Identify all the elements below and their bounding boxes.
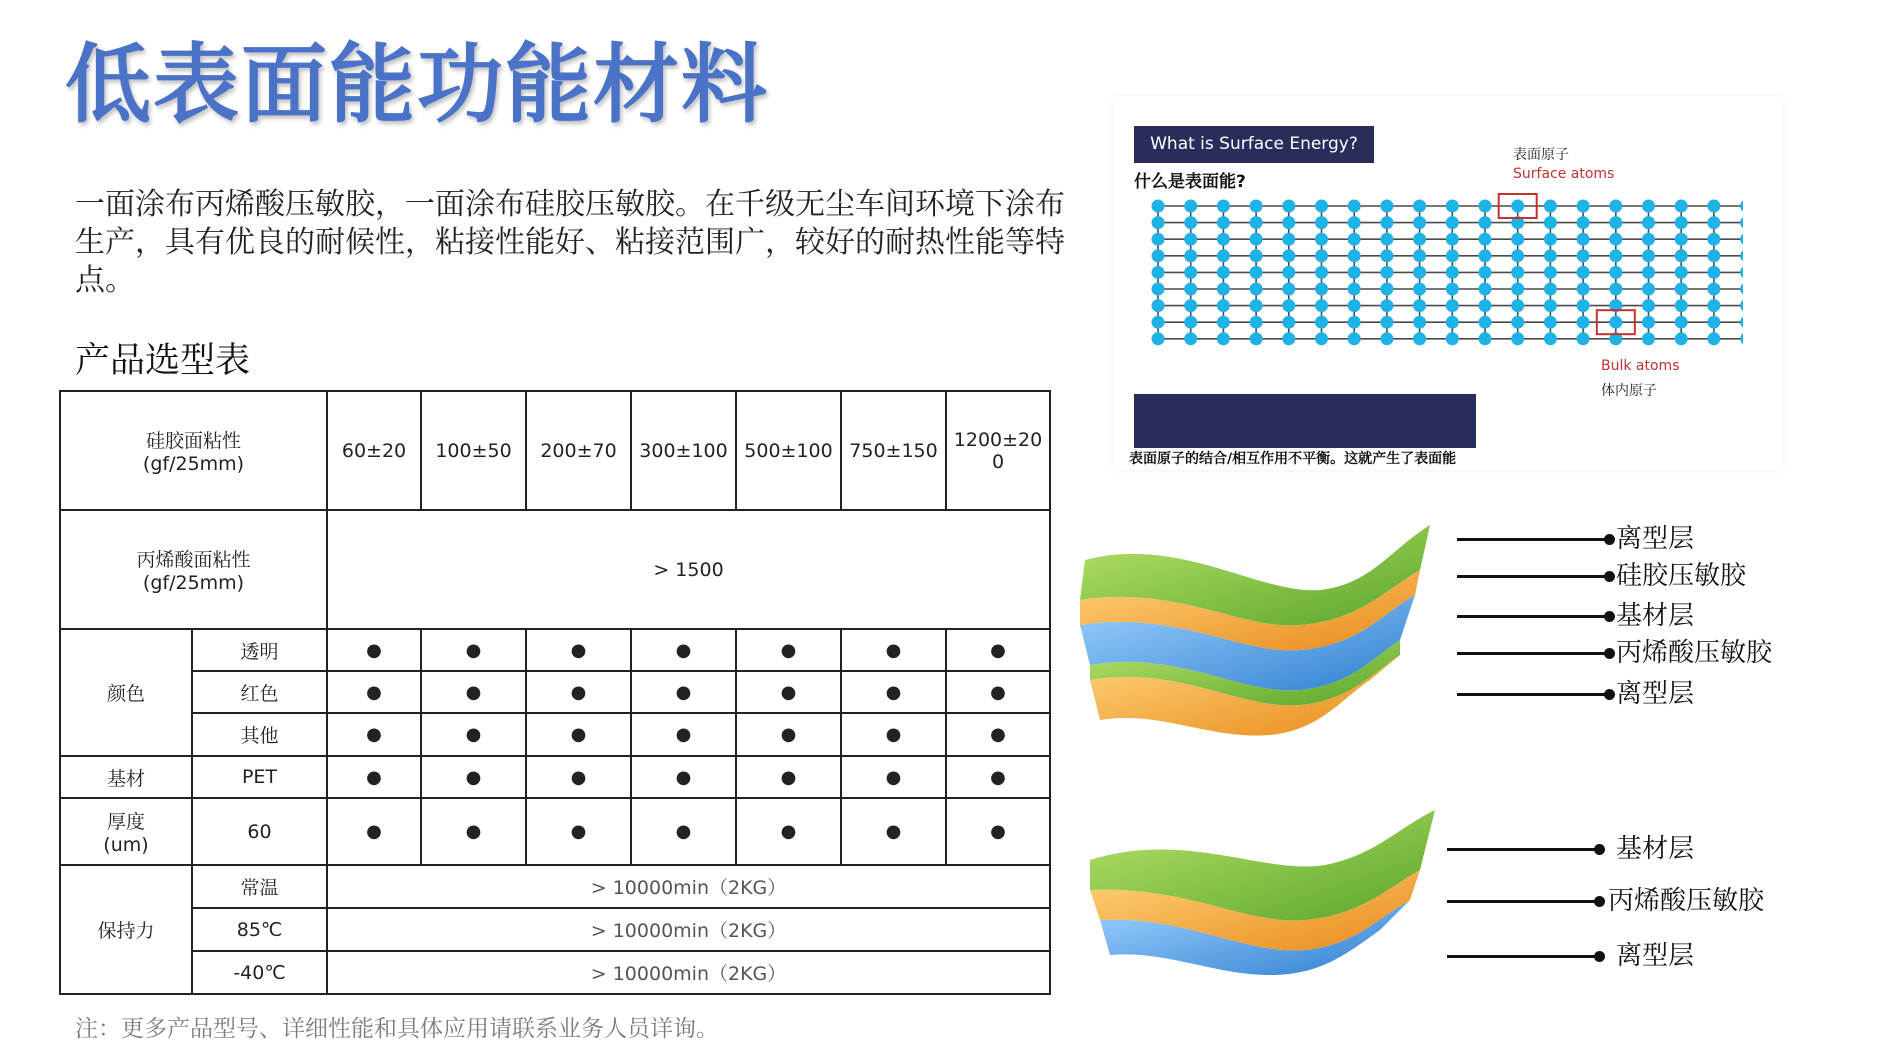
atom xyxy=(1577,233,1590,246)
atom xyxy=(1740,332,1743,345)
atom xyxy=(1315,200,1328,213)
holding-condition: 85℃ xyxy=(192,908,327,951)
atom xyxy=(1446,266,1459,279)
atom xyxy=(1707,283,1720,296)
atom xyxy=(1446,283,1459,296)
silicone-adhesion-value: 60±20 xyxy=(327,391,421,510)
atom xyxy=(1282,266,1295,279)
atom xyxy=(1544,316,1557,329)
atom xyxy=(1152,233,1165,246)
availability-dot: ● xyxy=(327,629,421,671)
atom xyxy=(1511,249,1524,262)
atom xyxy=(1250,299,1263,312)
leader-line xyxy=(1457,693,1609,696)
atom xyxy=(1577,316,1590,329)
product-spec-table xyxy=(59,390,1051,995)
atom xyxy=(1675,332,1688,345)
footnote: 注：更多产品型号、详细性能和具体应用请联系业务人员详询。 xyxy=(75,1016,719,1042)
holding-value: > 10000min（2KG） xyxy=(327,951,1050,994)
row-substrate xyxy=(60,756,1050,798)
availability-dot: ● xyxy=(526,629,631,671)
leader-line xyxy=(1447,848,1599,851)
atom xyxy=(1675,266,1688,279)
availability-dot: ● xyxy=(736,798,841,865)
atom xyxy=(1348,332,1361,345)
leader-line xyxy=(1457,538,1609,541)
layer-label: 丙烯酸压敏胶 xyxy=(1608,886,1765,916)
availability-dot: ● xyxy=(946,629,1050,671)
atom xyxy=(1544,233,1557,246)
atom xyxy=(1511,266,1524,279)
layer-label: 硅胶压敏胶 xyxy=(1616,561,1747,591)
availability-dot: ● xyxy=(946,671,1050,713)
atom xyxy=(1315,316,1328,329)
atom xyxy=(1446,233,1459,246)
atom xyxy=(1511,299,1524,312)
atom xyxy=(1152,249,1165,262)
layer-label: 丙烯酸压敏胶 xyxy=(1616,638,1773,668)
atom xyxy=(1380,283,1393,296)
atom xyxy=(1184,233,1197,246)
acrylic-adhesion-label: 丙烯酸面粘性 (gf/25mm) xyxy=(60,510,327,629)
atom xyxy=(1184,332,1197,345)
atom xyxy=(1511,233,1524,246)
availability-dot: ● xyxy=(631,671,736,713)
atom xyxy=(1740,299,1743,312)
atom xyxy=(1544,216,1557,229)
atom xyxy=(1577,332,1590,345)
availability-dot: ● xyxy=(631,756,736,798)
silicone-adhesion-value: 750±150 xyxy=(841,391,946,510)
atom xyxy=(1740,266,1743,279)
atom xyxy=(1282,200,1295,213)
holding-value: > 10000min（2KG） xyxy=(327,908,1050,951)
availability-dot: ● xyxy=(736,713,841,756)
atom xyxy=(1740,316,1743,329)
silicone-adhesion-value: 300±100 xyxy=(631,391,736,510)
surface-atoms-label-en: Surface atoms xyxy=(1513,166,1615,182)
atom xyxy=(1348,266,1361,279)
atom xyxy=(1577,299,1590,312)
atom xyxy=(1380,299,1393,312)
substrate-label: 基材 xyxy=(60,756,192,798)
surface-energy-question: 什么是表面能? xyxy=(1134,172,1246,192)
atom xyxy=(1642,299,1655,312)
availability-dot: ● xyxy=(841,756,946,798)
atom xyxy=(1479,316,1492,329)
silicone-adhesion-value: 1200±20 0 xyxy=(946,391,1050,510)
atom xyxy=(1152,299,1165,312)
atom xyxy=(1217,249,1230,262)
holding-value: > 10000min（2KG） xyxy=(327,865,1050,908)
atom xyxy=(1707,299,1720,312)
three-layer-diagram xyxy=(1075,805,1455,985)
atom xyxy=(1675,316,1688,329)
layer-label: 基材层 xyxy=(1616,601,1695,631)
availability-dot: ● xyxy=(946,798,1050,865)
atom xyxy=(1479,233,1492,246)
atom xyxy=(1380,233,1393,246)
atom xyxy=(1446,216,1459,229)
atom xyxy=(1544,266,1557,279)
atom xyxy=(1544,200,1557,213)
silicone-adhesion-value: 100±50 xyxy=(421,391,526,510)
atom xyxy=(1707,233,1720,246)
availability-dot: ● xyxy=(421,713,526,756)
atom xyxy=(1315,283,1328,296)
intro-paragraph: 一面涂布丙烯酸压敏胶，一面涂布硅胶压敏胶。在千级无尘车间环境下涂布生产，具有优良的耐候性，粘接性能好、粘接范围广，较好的耐热性能等特点。 xyxy=(75,187,1065,298)
availability-dot: ● xyxy=(736,756,841,798)
availability-dot: ● xyxy=(526,671,631,713)
atom xyxy=(1740,233,1743,246)
leader-dot xyxy=(1604,611,1615,622)
substrate-value: PET xyxy=(192,756,327,798)
atom xyxy=(1413,283,1426,296)
atom xyxy=(1217,316,1230,329)
holding-label: 保持力 xyxy=(60,865,192,994)
atom xyxy=(1413,249,1426,262)
atom xyxy=(1609,283,1622,296)
atom xyxy=(1642,200,1655,213)
five-layer-diagram xyxy=(1070,505,1450,745)
atom xyxy=(1282,249,1295,262)
surface-atoms-label-cn: 表面原子 xyxy=(1513,147,1569,163)
acrylic-adhesion-value: > 1500 xyxy=(327,510,1050,629)
row-silicone-adhesion xyxy=(60,391,1050,510)
availability-dot: ● xyxy=(526,713,631,756)
holding-condition: 常温 xyxy=(192,865,327,908)
atom xyxy=(1217,233,1230,246)
layer-label: 基材层 xyxy=(1616,834,1695,864)
atom-lattice-diagram xyxy=(1143,188,1743,358)
atom xyxy=(1446,249,1459,262)
atom xyxy=(1675,200,1688,213)
atom xyxy=(1577,283,1590,296)
atom xyxy=(1740,200,1743,213)
atom xyxy=(1152,216,1165,229)
availability-dot: ● xyxy=(841,671,946,713)
atom xyxy=(1380,200,1393,213)
thickness-label: 厚度 (um) xyxy=(60,798,192,865)
atom xyxy=(1315,216,1328,229)
atom xyxy=(1217,299,1230,312)
atom xyxy=(1152,200,1165,213)
availability-dot: ● xyxy=(526,798,631,865)
atom xyxy=(1315,332,1328,345)
atom xyxy=(1250,283,1263,296)
section-title: 产品选型表 xyxy=(75,341,251,381)
surface-energy-badge: What is Surface Energy? xyxy=(1134,126,1374,163)
atom xyxy=(1511,332,1524,345)
availability-dot: ● xyxy=(946,756,1050,798)
atom xyxy=(1348,283,1361,296)
atom xyxy=(1675,283,1688,296)
availability-dot: ● xyxy=(841,713,946,756)
atom xyxy=(1577,200,1590,213)
availability-dot: ● xyxy=(736,671,841,713)
atom xyxy=(1675,249,1688,262)
atom xyxy=(1348,299,1361,312)
atom xyxy=(1217,200,1230,213)
atom xyxy=(1315,249,1328,262)
leader-dot xyxy=(1604,648,1615,659)
atom xyxy=(1707,200,1720,213)
atom xyxy=(1609,200,1622,213)
availability-dot: ● xyxy=(631,798,736,865)
atom xyxy=(1282,283,1295,296)
atom xyxy=(1217,266,1230,279)
atom xyxy=(1577,266,1590,279)
availability-dot: ● xyxy=(526,756,631,798)
leader-line xyxy=(1457,652,1609,655)
atom xyxy=(1184,200,1197,213)
silicone-adhesion-label: 硅胶面粘性 (gf/25mm) xyxy=(60,391,327,510)
atom xyxy=(1642,249,1655,262)
availability-dot: ● xyxy=(327,713,421,756)
silicone-adhesion-value: 500±100 xyxy=(736,391,841,510)
atom xyxy=(1609,249,1622,262)
availability-dot: ● xyxy=(736,629,841,671)
row-color-red xyxy=(60,671,1050,713)
atom xyxy=(1479,283,1492,296)
atom xyxy=(1642,316,1655,329)
atom xyxy=(1577,216,1590,229)
leader-line xyxy=(1457,615,1609,618)
atom xyxy=(1577,249,1590,262)
atom xyxy=(1184,316,1197,329)
atom xyxy=(1446,200,1459,213)
leader-dot xyxy=(1594,844,1605,855)
dark-banner xyxy=(1134,394,1476,448)
atom xyxy=(1479,249,1492,262)
bulk-atoms-label-cn: 体内原子 xyxy=(1601,383,1657,399)
atom xyxy=(1380,316,1393,329)
layer-label: 离型层 xyxy=(1616,524,1695,554)
atom xyxy=(1707,332,1720,345)
atom xyxy=(1479,299,1492,312)
atom xyxy=(1479,332,1492,345)
atom xyxy=(1250,216,1263,229)
atom xyxy=(1642,283,1655,296)
atom xyxy=(1315,299,1328,312)
availability-dot: ● xyxy=(421,629,526,671)
atom xyxy=(1642,332,1655,345)
atom xyxy=(1282,316,1295,329)
atom xyxy=(1544,332,1557,345)
atom xyxy=(1315,233,1328,246)
atom xyxy=(1348,233,1361,246)
surface-energy-caption: 表面原子的结合/相互作用不平衡。这就产生了表面能 xyxy=(1129,451,1457,467)
row-color-transparent xyxy=(60,629,1050,671)
row-acrylic-adhesion xyxy=(60,510,1050,629)
atom xyxy=(1707,316,1720,329)
holding-condition: -40℃ xyxy=(192,951,327,994)
atom xyxy=(1184,266,1197,279)
leader-line xyxy=(1457,575,1609,578)
atom xyxy=(1348,316,1361,329)
atom xyxy=(1348,216,1361,229)
row-holding-minus40 xyxy=(60,951,1050,994)
atom xyxy=(1217,332,1230,345)
silicone-adhesion-value: 200±70 xyxy=(526,391,631,510)
atom xyxy=(1544,299,1557,312)
bulk-atoms-label-en: Bulk atoms xyxy=(1601,358,1680,374)
availability-dot: ● xyxy=(327,756,421,798)
atom xyxy=(1152,316,1165,329)
leader-line xyxy=(1447,900,1599,903)
atom xyxy=(1413,216,1426,229)
atom xyxy=(1740,283,1743,296)
atom xyxy=(1152,266,1165,279)
leader-dot xyxy=(1594,896,1605,907)
atom xyxy=(1609,266,1622,279)
availability-dot: ● xyxy=(841,798,946,865)
atom xyxy=(1250,316,1263,329)
atom xyxy=(1217,216,1230,229)
availability-dot: ● xyxy=(327,671,421,713)
atom xyxy=(1740,249,1743,262)
page-title: 低表面能功能材料 xyxy=(65,35,769,135)
row-thickness xyxy=(60,798,1050,865)
atom xyxy=(1380,266,1393,279)
availability-dot: ● xyxy=(421,671,526,713)
atom xyxy=(1250,200,1263,213)
color-option: 红色 xyxy=(192,671,327,713)
atom xyxy=(1380,216,1393,229)
atom xyxy=(1740,216,1743,229)
row-holding-room xyxy=(60,865,1050,908)
atom xyxy=(1609,316,1622,329)
atom xyxy=(1675,233,1688,246)
thickness-value: 60 xyxy=(192,798,327,865)
atom xyxy=(1479,200,1492,213)
atom xyxy=(1282,332,1295,345)
atom xyxy=(1675,216,1688,229)
atom xyxy=(1250,249,1263,262)
availability-dot: ● xyxy=(421,798,526,865)
leader-dot xyxy=(1594,951,1605,962)
atom xyxy=(1217,283,1230,296)
atom xyxy=(1642,266,1655,279)
atom xyxy=(1707,266,1720,279)
atom xyxy=(1184,249,1197,262)
atom xyxy=(1152,283,1165,296)
atom xyxy=(1446,332,1459,345)
availability-dot: ● xyxy=(841,629,946,671)
atom xyxy=(1544,249,1557,262)
availability-dot: ● xyxy=(421,756,526,798)
atom xyxy=(1413,200,1426,213)
atom xyxy=(1479,216,1492,229)
color-label: 颜色 xyxy=(60,629,192,756)
atom xyxy=(1282,233,1295,246)
row-color-other xyxy=(60,713,1050,756)
leader-dot xyxy=(1604,571,1615,582)
atom xyxy=(1250,266,1263,279)
atom xyxy=(1315,266,1328,279)
atom xyxy=(1609,233,1622,246)
atom xyxy=(1348,249,1361,262)
atom xyxy=(1642,233,1655,246)
atom xyxy=(1544,283,1557,296)
atom xyxy=(1380,249,1393,262)
surface-energy-panel xyxy=(1113,96,1783,470)
atom xyxy=(1282,216,1295,229)
atom xyxy=(1380,332,1393,345)
atom xyxy=(1250,233,1263,246)
atom xyxy=(1479,266,1492,279)
atom xyxy=(1707,249,1720,262)
atom xyxy=(1282,299,1295,312)
atom xyxy=(1413,299,1426,312)
row-holding-85 xyxy=(60,908,1050,951)
atom xyxy=(1642,216,1655,229)
leader-dot xyxy=(1604,689,1615,700)
layer-label: 离型层 xyxy=(1616,679,1695,709)
atom xyxy=(1413,316,1426,329)
atom xyxy=(1184,216,1197,229)
availability-dot: ● xyxy=(946,713,1050,756)
availability-dot: ● xyxy=(327,798,421,865)
atom xyxy=(1675,299,1688,312)
atom xyxy=(1413,266,1426,279)
color-option: 透明 xyxy=(192,629,327,671)
atom xyxy=(1413,233,1426,246)
atom xyxy=(1511,200,1524,213)
leader-line xyxy=(1447,955,1599,958)
atom xyxy=(1152,332,1165,345)
layer-label: 离型层 xyxy=(1616,941,1695,971)
atom xyxy=(1511,316,1524,329)
atom xyxy=(1184,283,1197,296)
atom xyxy=(1184,299,1197,312)
atom xyxy=(1609,216,1622,229)
availability-dot: ● xyxy=(631,713,736,756)
atom xyxy=(1250,332,1263,345)
atom xyxy=(1446,299,1459,312)
atom xyxy=(1707,216,1720,229)
atom xyxy=(1348,200,1361,213)
atom xyxy=(1446,316,1459,329)
availability-dot: ● xyxy=(631,629,736,671)
atom xyxy=(1413,332,1426,345)
leader-dot xyxy=(1604,534,1615,545)
atom xyxy=(1511,283,1524,296)
color-option: 其他 xyxy=(192,713,327,756)
